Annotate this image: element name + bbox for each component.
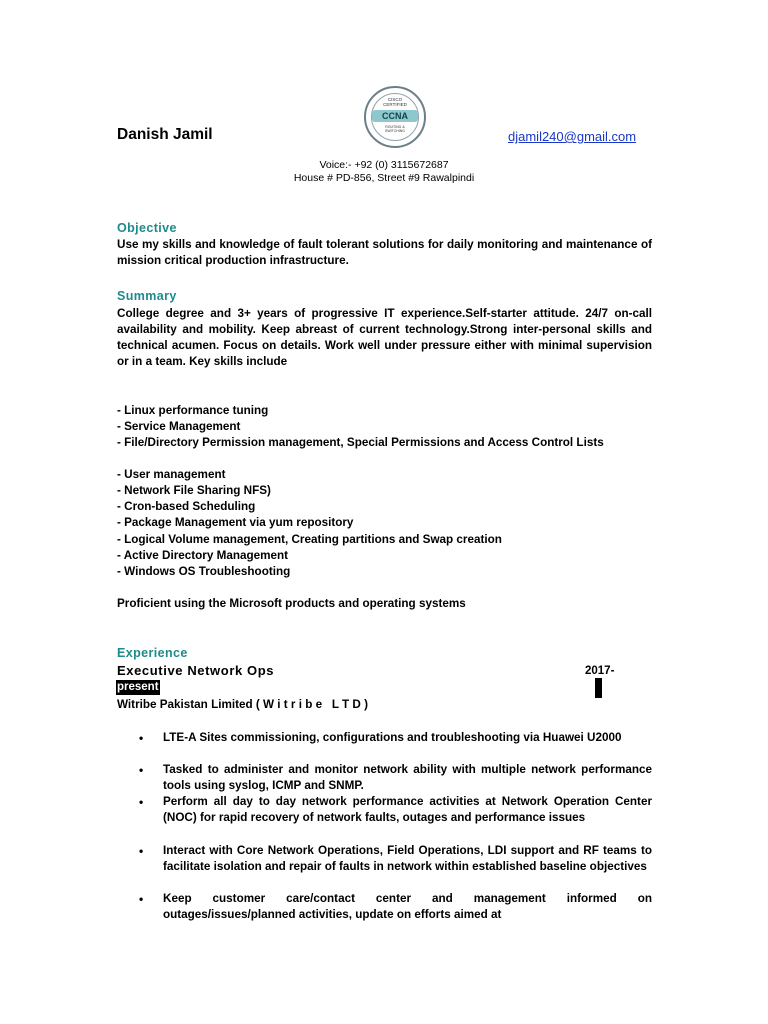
badge-line3: ROUTING & — [385, 125, 405, 129]
job-year: 2017- — [585, 665, 615, 677]
candidate-name: Danish Jamil — [117, 126, 213, 143]
company-name: Witribe Pakistan Limited ( W i t r i b e L T D ) — [117, 698, 368, 711]
ccna-badge-logo — [364, 86, 426, 148]
experience-bullet: LTE-A Sites commissioning, configurations and troubleshooting via Huawei U2000 — [163, 731, 622, 744]
badge-line2: CERTIFIED — [383, 102, 407, 107]
bullet-icon: • — [139, 731, 144, 745]
skill-item: - Cron-based Scheduling — [117, 500, 256, 513]
skill-item: - Windows OS Troubleshooting — [117, 565, 291, 578]
summary-heading: Summary — [117, 289, 177, 303]
bullet-icon: • — [139, 892, 144, 906]
email-link[interactable]: djamil240@gmail.com — [508, 129, 637, 144]
experience-bullet: Keep customer care/contact center and management informed on outages/issues/planned activities, update on efforts aimed at — [163, 892, 652, 921]
experience-bullet: Perform all day to day network performance activities at Network Operation Center (NOC) for rapid recovery of network faults, outages and performance issues — [163, 795, 652, 824]
phone-number: Voice:- +92 (0) 3115672687 — [319, 159, 449, 171]
bullet-icon: • — [139, 795, 144, 809]
experience-bullet: Interact with Core Network Operations, Field Operations, LDI support and RF teams to facilitate isolation and repair of faults in network within established baseline objectives — [163, 844, 652, 873]
bullet-icon: • — [139, 844, 144, 858]
experience-heading: Experience — [117, 646, 188, 660]
skill-item: - Logical Volume management, Creating partitions and Swap creation — [117, 533, 502, 546]
objective-text: Use my skills and knowledge of fault tolerant solutions for daily monitoring and maintenance of mission critical production infrastructure. — [117, 238, 652, 267]
skill-item: - Service Management — [117, 420, 241, 433]
summary-closing: Proficient using the Microsoft products and operating systems — [117, 597, 466, 610]
skill-item: - Network File Sharing NFS) — [117, 484, 271, 497]
badge-title: CCNA — [372, 110, 418, 122]
badge-line4: SWITCHING — [384, 129, 406, 133]
skill-item: - File/Directory Permission management, Special Permissions and Access Control Lists — [117, 436, 604, 449]
skill-item: - Linux performance tuning — [117, 404, 269, 417]
skill-item: - User management — [117, 468, 226, 481]
year-marker — [595, 678, 602, 698]
badge-line1: CISCO — [387, 97, 403, 102]
address: House # PD-856, Street #9 Rawalpindi — [293, 172, 475, 184]
skill-item: - Package Management via yum repository — [117, 516, 354, 529]
skill-item: - Active Directory Management — [117, 549, 289, 562]
bullet-icon: • — [139, 763, 144, 777]
job-title: Executive Network Ops — [117, 663, 275, 678]
job-present-label: present — [117, 681, 159, 693]
summary-text: College degree and 3+ years of progressive IT experience.Self-starter attitude. 24/7 on-call availability and mobility. Keep abreast of current technology.Strong inter-personal skills and technical acumen. Focus on details. Work well under pressure either with minimal supervision or in a team. Key skills include — [117, 307, 652, 368]
objective-heading: Objective — [117, 221, 177, 235]
experience-bullet: Tasked to administer and monitor network ability with multiple network performance tools using syslog, ICMP and SNMP. — [163, 763, 652, 792]
